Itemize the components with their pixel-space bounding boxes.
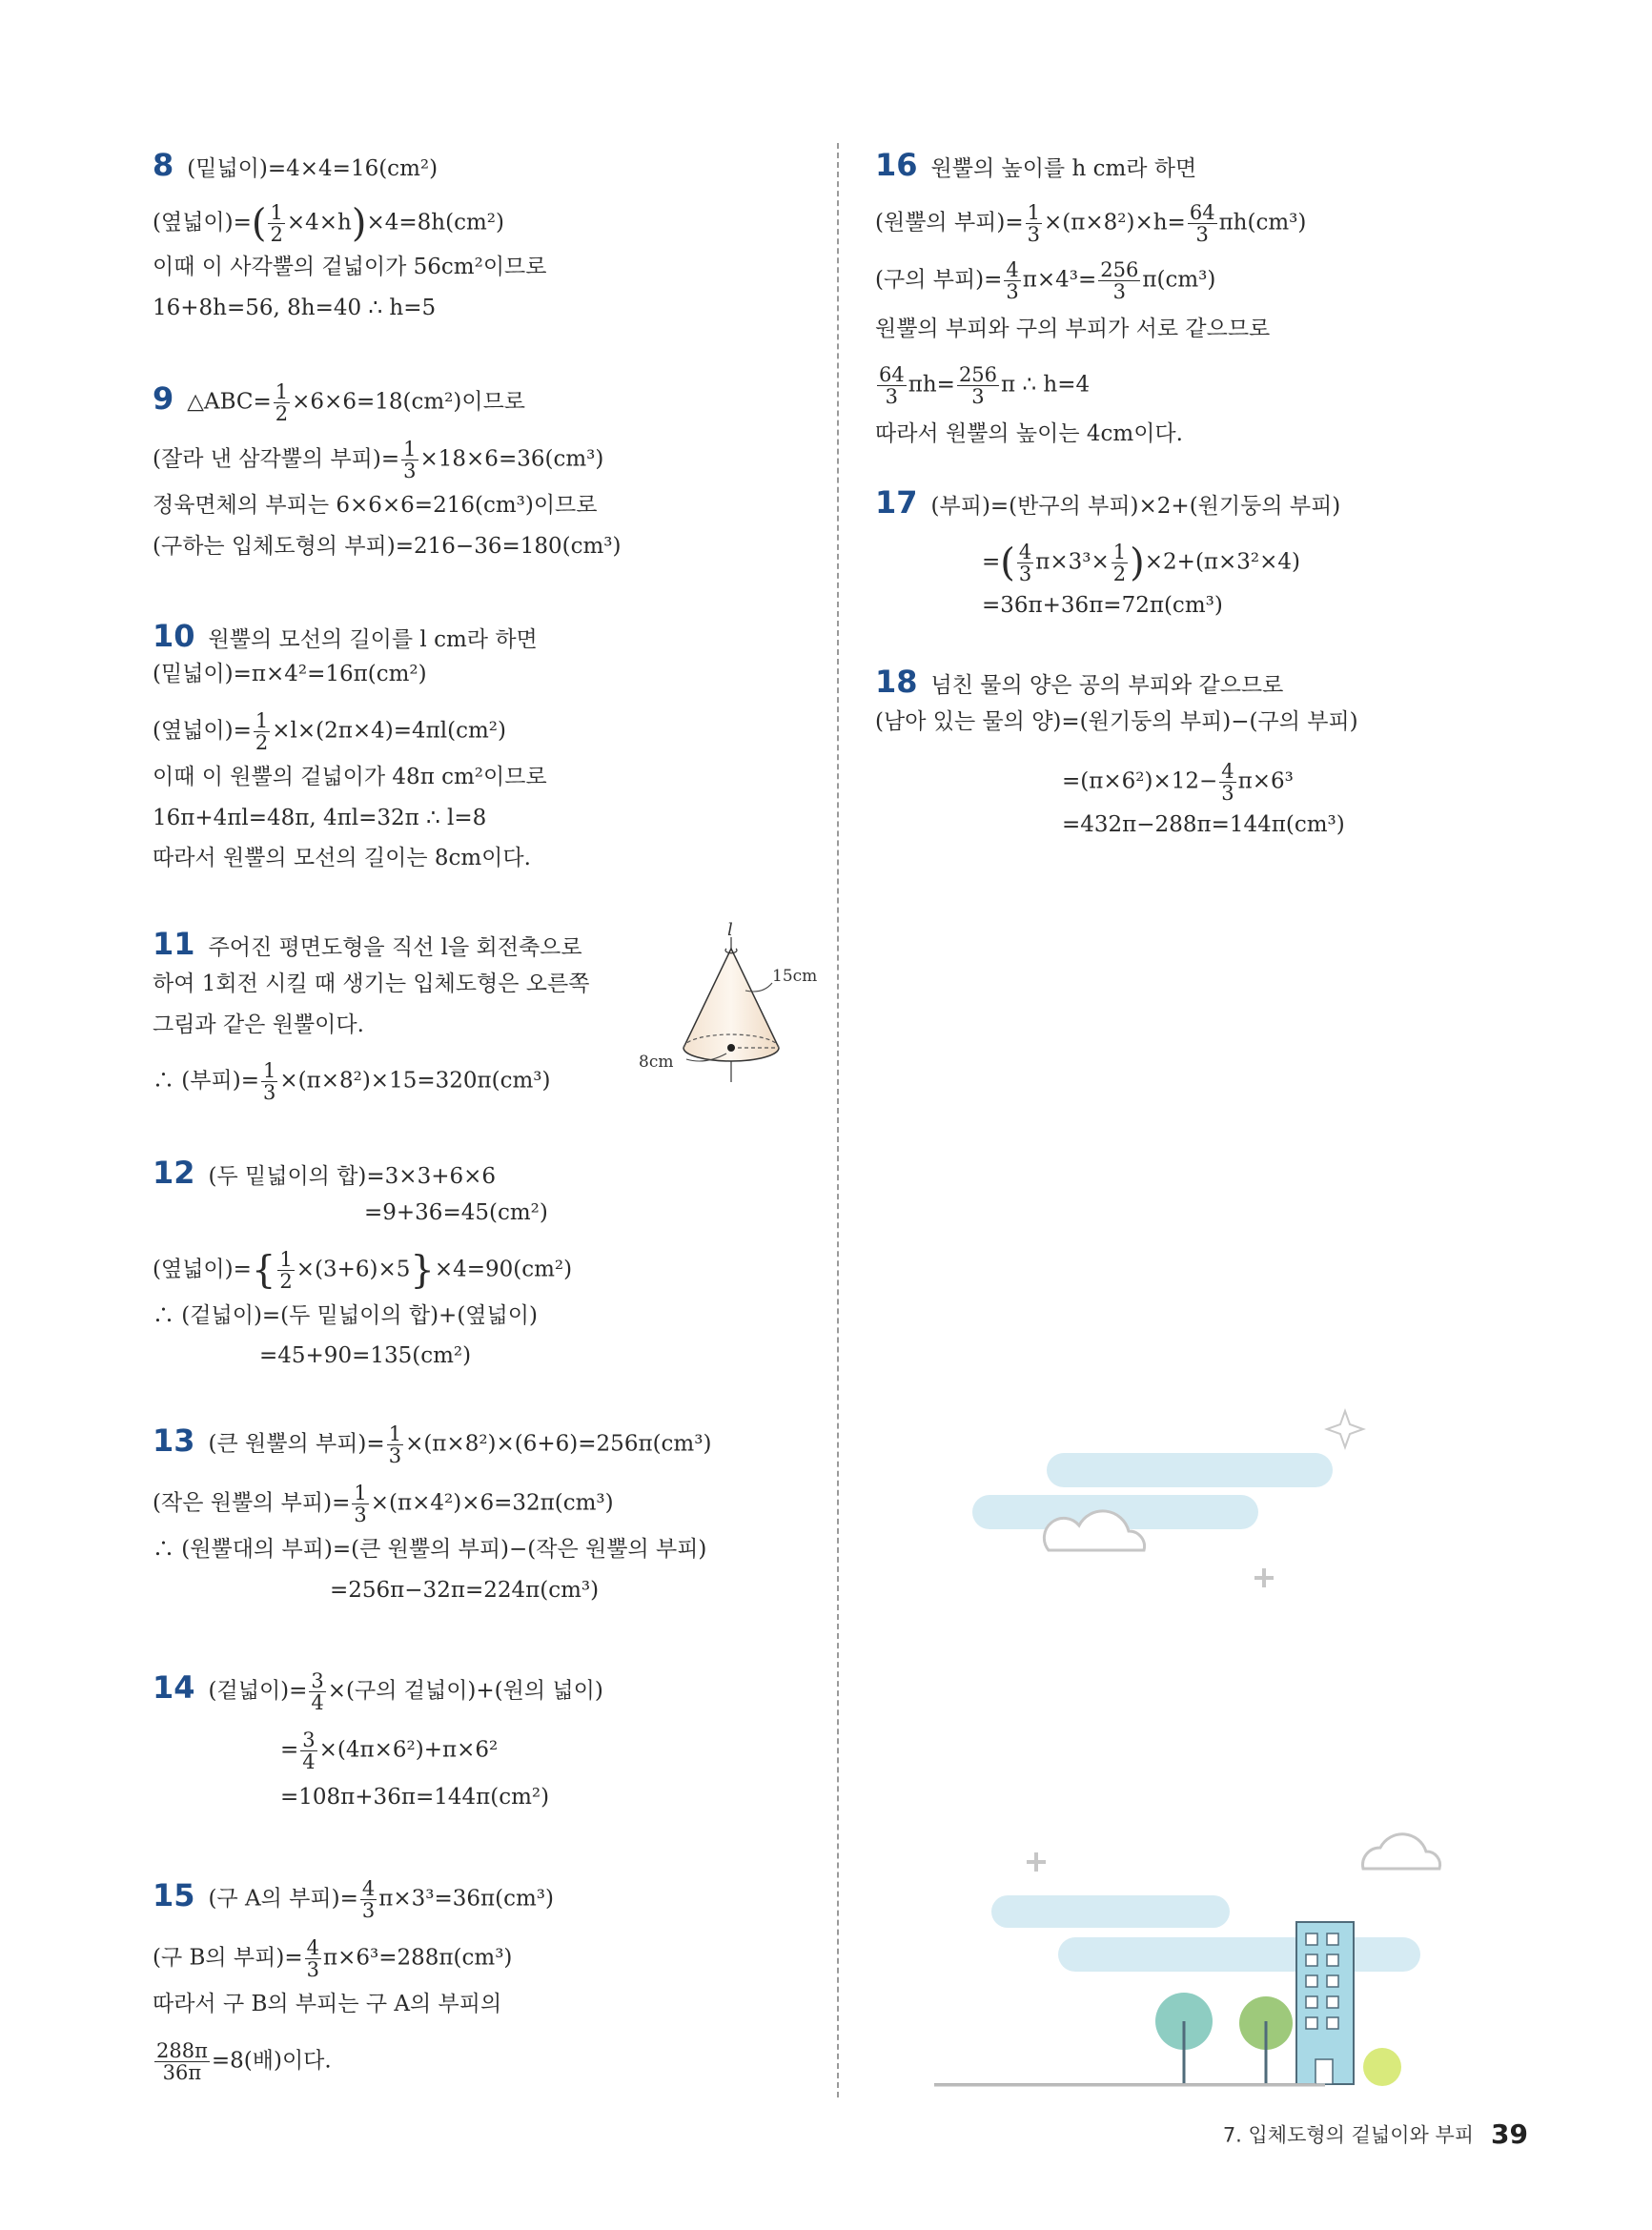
fraction: $\frac{1}{3}$ xyxy=(354,1482,367,1526)
p15-line-4: $\frac{288\pi}{36\pi}$ =8(배)이다. xyxy=(156,2039,332,2084)
p17-line-3: =36π+36π=72π(cm³) xyxy=(982,593,1223,618)
plus-icon xyxy=(1254,1568,1274,1587)
p12-line-1: 12 (두 밑넓이의 합)=3×3+6×6 xyxy=(153,1155,497,1191)
fraction: $\frac{288\pi}{36\pi}$ xyxy=(156,2039,208,2084)
p14-line-1: 14 (겉넓이)= $\frac{3}{4}$ ×(구의 겉넓이)+(원의 넓이) xyxy=(153,1668,603,1714)
fraction: $\frac{1}{2}$ xyxy=(275,380,289,425)
p12-line-3: (옆넓이)={ $\frac{1}{2}$ ×(3+6)×5}×4=90(cm²) xyxy=(153,1248,573,1293)
p9-line-2: (잘라 낸 삼각뿔의 부피)= $\frac{1}{3}$ ×18×6=36(cm³) xyxy=(153,438,604,482)
column-divider xyxy=(837,143,839,2097)
page-footer xyxy=(1223,2118,1528,2150)
fraction: $\frac{4}{3}$ xyxy=(306,1936,319,1981)
p16-line-2: (원뿔의 부피)= $\frac{1}{3}$ ×(π×8²)×h= $\frac{64}{3}$ πh(cm³) xyxy=(875,201,1307,246)
fraction: $\frac{1}{2}$ xyxy=(255,709,269,754)
p18-line-2: (남아 있는 물의 양)=(원기둥의 부피)−(구의 부피) xyxy=(875,709,1358,734)
p14-line-3: =108π+36π=144π(cm²) xyxy=(280,1785,550,1810)
p13-line-4: =256π−32π=224π(cm³) xyxy=(330,1578,600,1603)
p11-line-3: 그림과 같은 원뿔이다. xyxy=(153,1013,364,1037)
p17-line-1: 17 (부피)=(반구의 부피)×2+(원기둥의 부피) xyxy=(875,484,1341,521)
p11-line-4: ∴ (부피)= $\frac{1}{3}$ ×(π×8²)×15=320π(cm³) xyxy=(153,1059,551,1104)
p10-line-6: 따라서 원뿔의 모선의 길이는 8cm이다. xyxy=(153,846,531,870)
p10-line-4: 이때 이 원뿔의 겉넓이가 48π cm²이므로 xyxy=(153,765,547,789)
p17-line-2: =( $\frac{4}{3}$ π×3³× $\frac{1}{2}$ )×2+(π×3²×4) xyxy=(982,541,1301,585)
fraction: $\frac{1}{2}$ xyxy=(270,201,283,246)
p15-line-3: 따라서 구 B의 부피는 구 A의 부피의 xyxy=(153,1992,502,2016)
fraction: $\frac{256}{3}$ xyxy=(958,363,998,408)
p15-line-1: 15 (구 A의 부피)= $\frac{4}{3}$ π×3³=36π(cm³) xyxy=(153,1876,554,1922)
p16-line-3: (구의 부피)= $\frac{4}{3}$ π×4³= $\frac{256}{3}$ π(cm³) xyxy=(875,258,1216,303)
p10-line-2: (밑넓이)=π×4²=16π(cm²) xyxy=(153,662,427,686)
chapter-title: 7. 입체도형의 겉넓이와 부피 xyxy=(1222,2123,1475,2147)
p16-line-5: $\frac{64}{3}$ πh= $\frac{256}{3}$ π ∴ h=4 xyxy=(879,363,1091,408)
height-label: 15cm xyxy=(772,967,818,986)
cone-figure xyxy=(639,920,820,1092)
bush-icon xyxy=(1363,2048,1401,2086)
p8-line-3: 이때 이 사각뿔의 겉넓이가 56cm²이므로 xyxy=(153,255,547,279)
cloud-band-4 xyxy=(1058,1937,1420,1972)
fraction: $\frac{256}{3}$ xyxy=(1100,258,1139,303)
fraction: $\frac{4}{3}$ xyxy=(1018,541,1032,585)
p9-line-4: (구하는 입체도형의 부피)=216−36=180(cm³) xyxy=(153,534,622,559)
p16-line-1: 16 원뿔의 높이를 h cm라 하면 xyxy=(875,147,1197,183)
p9-line-1: 9 △ABC= $\frac{1}{2}$ ×6×6=18(cm²)이므로 xyxy=(153,379,525,425)
cloud-icon xyxy=(1363,1834,1440,1869)
fraction: $\frac{1}{3}$ xyxy=(388,1422,402,1467)
p18-line-4: =432π−288π=144π(cm³) xyxy=(1062,812,1345,837)
fraction: $\frac{3}{4}$ xyxy=(302,1729,316,1773)
sparkle-icon xyxy=(1327,1411,1363,1447)
p8-line-1: 8 (밑넓이)=4×4=16(cm²) xyxy=(153,147,438,183)
fraction: $\frac{1}{2}$ xyxy=(1112,541,1127,585)
plus-icon xyxy=(1027,1852,1046,1872)
p10-line-5: 16π+4πl=48π, 4πl=32π ∴ l=8 xyxy=(153,806,487,830)
fraction: $\frac{1}{2}$ xyxy=(279,1248,293,1293)
p12-line-5: =45+90=135(cm²) xyxy=(259,1343,472,1368)
p15-line-2: (구 B의 부피)= $\frac{4}{3}$ π×6³=288π(cm³) xyxy=(153,1936,513,1981)
p12-line-2: =9+36=45(cm²) xyxy=(364,1200,548,1225)
cloud-band-1 xyxy=(1047,1453,1333,1487)
fraction: $\frac{3}{4}$ xyxy=(311,1669,324,1714)
p13-line-1: 13 (큰 원뿔의 부피)= $\frac{1}{3}$ ×(π×8²)×(6+6)=256π(cm³) xyxy=(153,1422,712,1467)
p13-line-3: ∴ (원뿔대의 부피)=(큰 원뿔의 부피)−(작은 원뿔의 부피) xyxy=(153,1537,707,1562)
fraction: $\frac{1}{3}$ xyxy=(403,438,417,482)
p18-line-1: 18 넘친 물의 양은 공의 부피와 같으므로 xyxy=(875,664,1284,700)
axis-label: l xyxy=(727,920,733,940)
radius-label: 8cm xyxy=(639,1053,674,1072)
p18-line-3: =(π×6²)×12− $\frac{4}{3}$ π×6³ xyxy=(1062,760,1294,805)
fraction: $\frac{4}{3}$ xyxy=(1006,258,1019,303)
page-number: 39 xyxy=(1491,2118,1528,2150)
fraction: $\frac{4}{3}$ xyxy=(1221,760,1234,805)
p9-line-3: 정육면체의 부피는 6×6×6=216(cm³)이므로 xyxy=(153,493,598,518)
p8-number: 8 xyxy=(153,147,174,183)
fraction: $\frac{1}{3}$ xyxy=(262,1059,276,1104)
fraction: $\frac{64}{3}$ xyxy=(1189,201,1215,246)
p11-line-2: 하여 1회전 시킬 때 생기는 입체도형은 오른쪽 xyxy=(153,972,590,996)
decorative-illustration xyxy=(934,1392,1506,2117)
p12-line-4: ∴ (겉넓이)=(두 밑넓이의 합)+(옆넓이) xyxy=(153,1303,538,1328)
p8-line-2: (옆넓이)=( $\frac{1}{2}$ ×4×h)×4=8h(cm²) xyxy=(153,201,504,246)
p8-line-4: 16+8h=56, 8h=40 ∴ h=5 xyxy=(153,296,437,320)
p16-line-4: 원뿔의 부피와 구의 부피가 서로 같으므로 xyxy=(875,317,1271,341)
cloud-band-3 xyxy=(991,1895,1230,1928)
fraction: $\frac{64}{3}$ xyxy=(879,363,905,408)
p13-line-2: (작은 원뿔의 부피)= $\frac{1}{3}$ ×(π×4²)×6=32π(cm³) xyxy=(153,1482,614,1526)
p10-line-3: (옆넓이)= $\frac{1}{2}$ ×l×(2π×4)=4πl(cm²) xyxy=(153,709,506,754)
p10-line-1: 10 원뿔의 모선의 길이를 l cm라 하면 xyxy=(153,618,538,654)
base-center xyxy=(727,1044,735,1052)
fraction: $\frac{1}{3}$ xyxy=(1027,201,1040,246)
p11-line-1: 11 주어진 평면도형을 직선 l을 회전축으로 xyxy=(153,926,582,962)
fraction: $\frac{4}{3}$ xyxy=(361,1877,376,1922)
p14-line-2: = $\frac{3}{4}$ ×(4π×6²)+π×6² xyxy=(280,1729,499,1773)
p16-line-6: 따라서 원뿔의 높이는 4cm이다. xyxy=(875,421,1183,446)
